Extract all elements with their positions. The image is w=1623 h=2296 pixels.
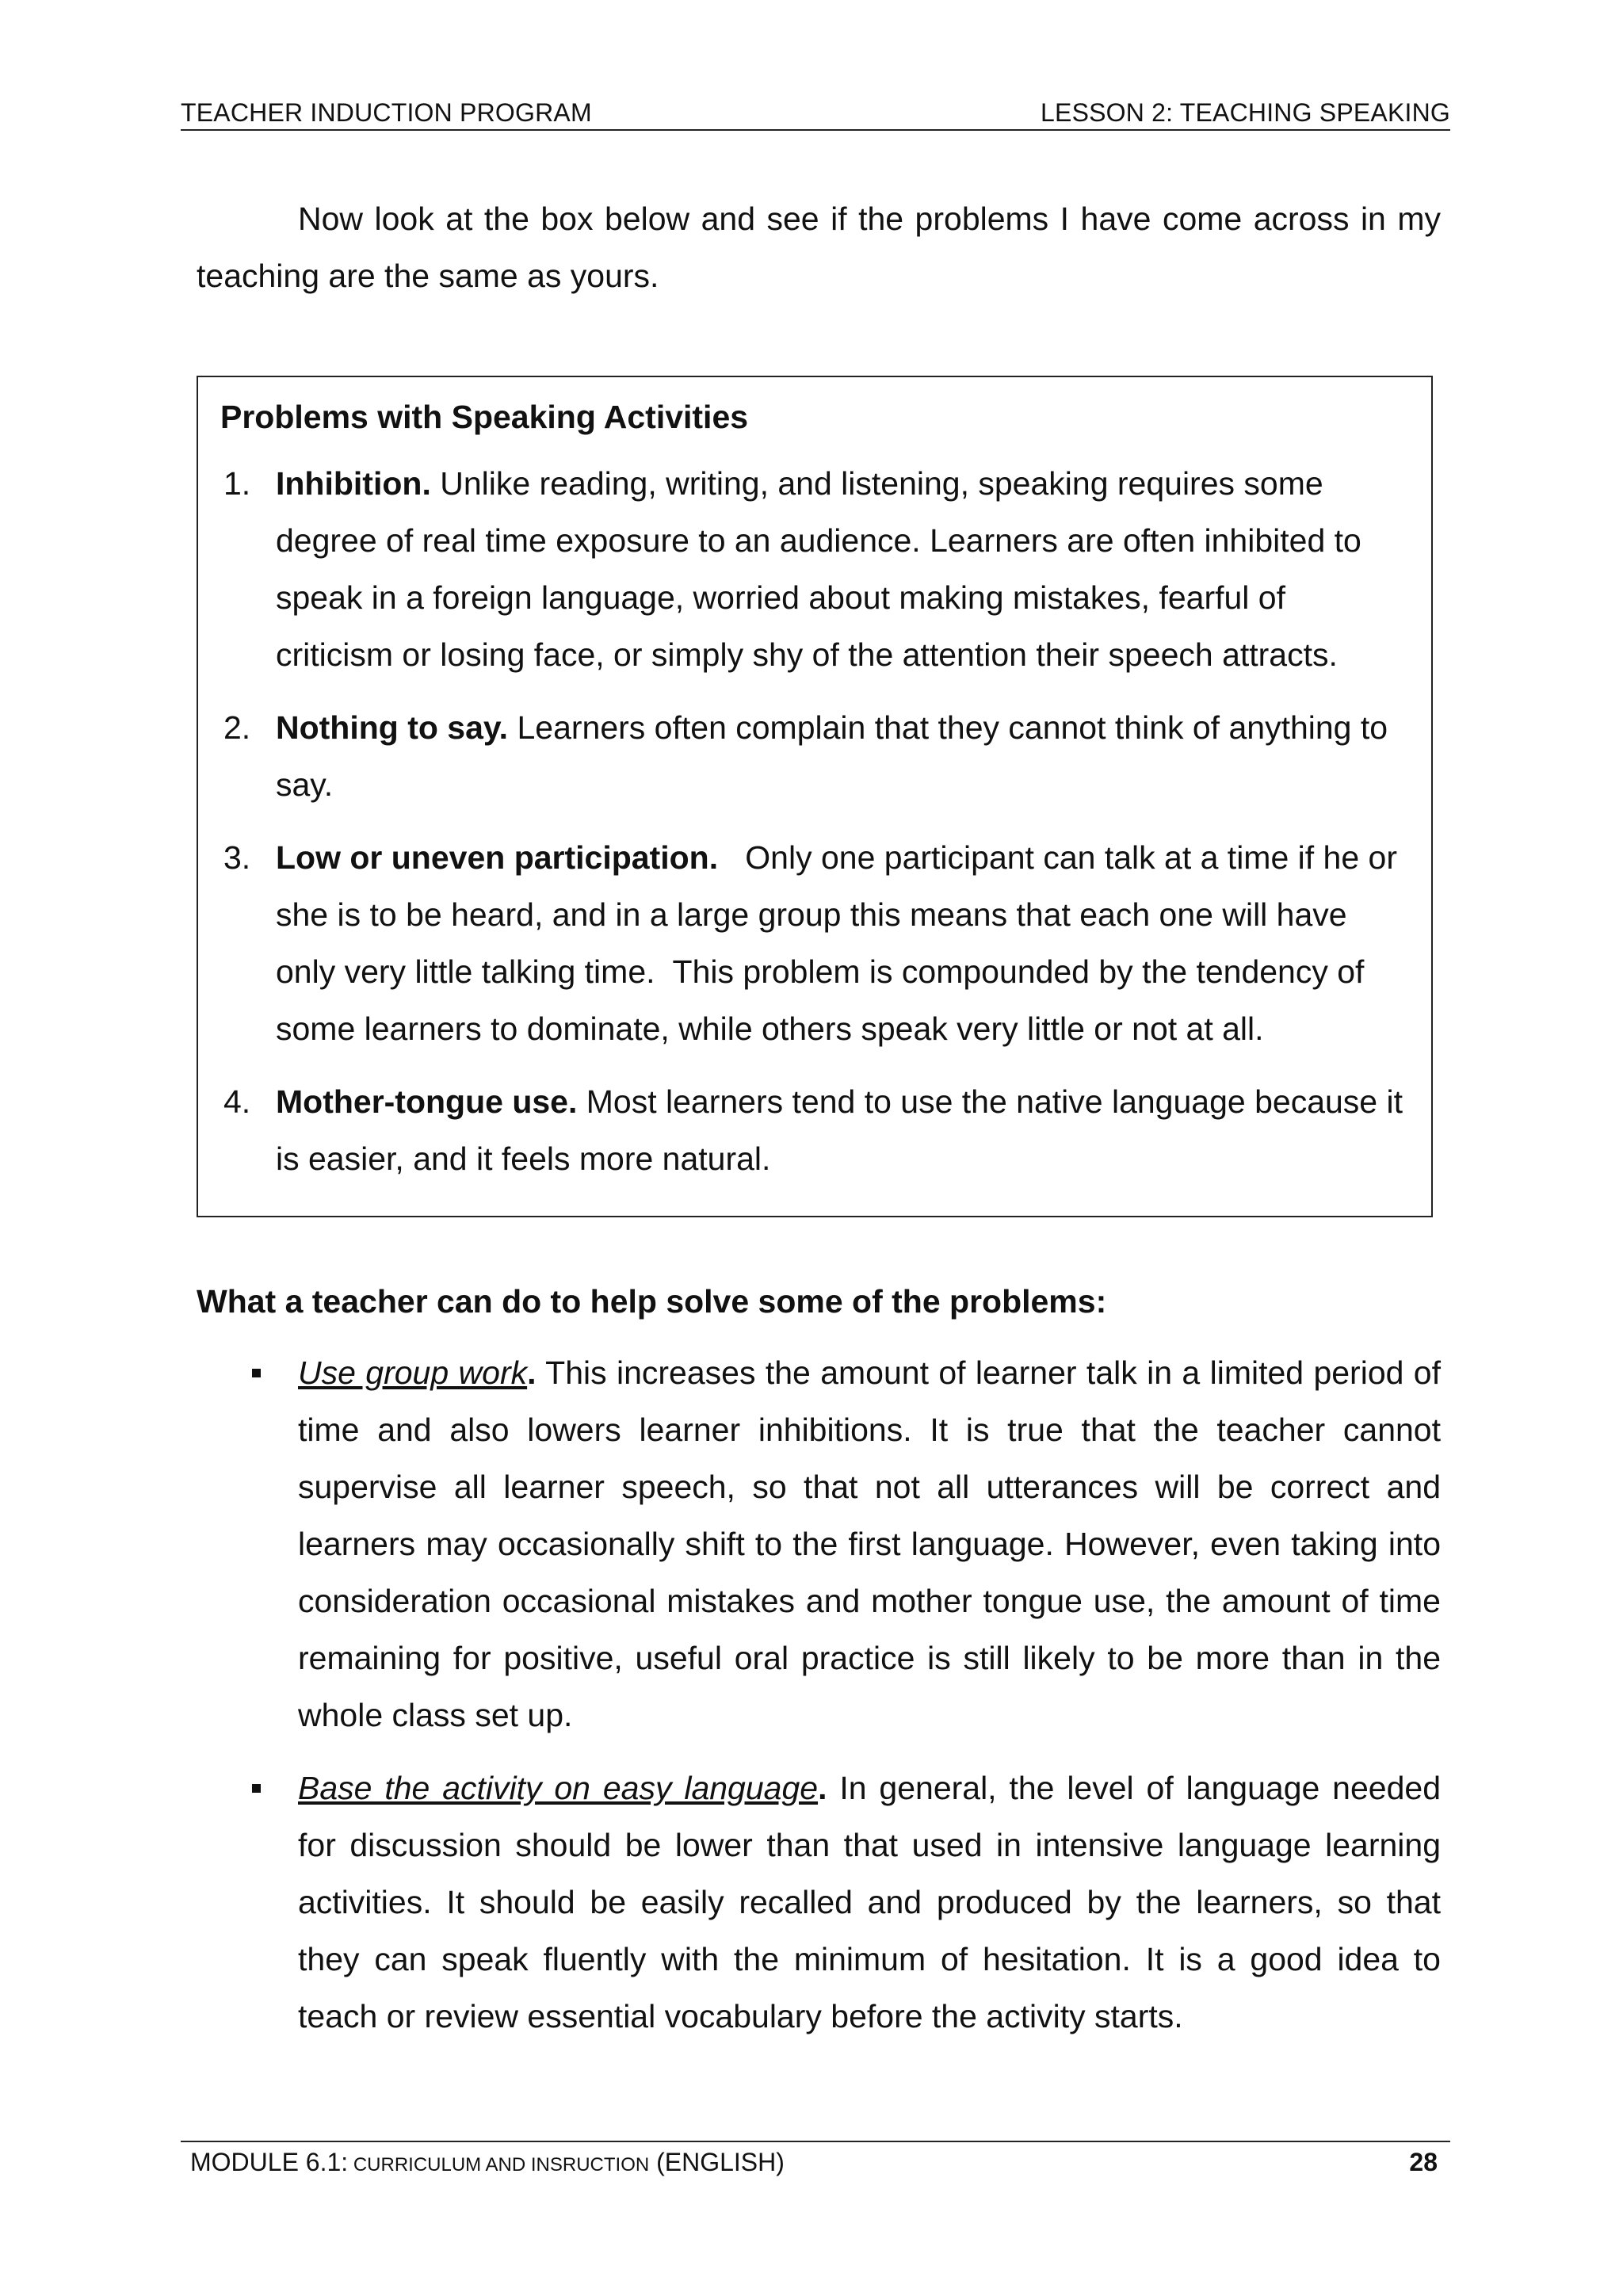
problem-number: 2. (223, 709, 251, 746)
solution-text: In general, the level of language needed for discussion should be lower than that used in intensive language learning activities. It should be easily recalled and produced by the learners, so that they can speak fluently with the minimum of hesitation. It is a good idea to teach or review essential vocabulary before the activity starts. (298, 1770, 1441, 2034)
problem-text: Most learners tend to use the native language because it is easier, and it feels more natural. (276, 1083, 1403, 1177)
footer-module (190, 2145, 785, 2183)
problem-heading: Inhibition. (276, 465, 431, 502)
square-bullet-icon (252, 1784, 261, 1793)
header-program: TEACHER INDUCTION PROGRAM (181, 98, 592, 127)
problem-text: Unlike reading, writing, and listening, speaking requires some degree of real time exposure to an audience. Learners are often inhibited to speak in a foreign language, worried about making mistakes, fearful of criticism or losing face, or simply shy of the attention their speech attracts. (276, 465, 1361, 673)
solution-lead: Use group work (298, 1354, 528, 1391)
header-rule (181, 129, 1450, 131)
problem-heading: Low or uneven participation. (276, 839, 719, 876)
footer-language: (ENGLISH) (649, 2148, 785, 2176)
problems-box-title: Problems with Speaking Activities (220, 399, 749, 435)
problem-item (220, 1073, 1409, 1187)
solutions-list (197, 1344, 1441, 2061)
problem-text: Learners often complain that they cannot think of anything to say. (276, 709, 1388, 803)
problem-number: 4. (223, 1083, 251, 1120)
solution-item (197, 1344, 1441, 1744)
solution-lead-period: . (818, 1770, 827, 1806)
solution-lead: Base the activity on easy language (298, 1770, 819, 1806)
solution-lead-period: . (527, 1354, 537, 1391)
problem-number: 3. (223, 839, 251, 876)
footer-rule (181, 2141, 1450, 2142)
square-bullet-icon (252, 1369, 261, 1377)
page-footer (190, 2145, 1438, 2179)
footer-course: CURRICULUM AND INSRUCTION (348, 2154, 650, 2176)
intro-paragraph: Now look at the box below and see if the problems I have come across in my teaching are the same as yours. (197, 201, 1441, 294)
problems-box (197, 376, 1433, 1217)
problem-item (220, 699, 1409, 813)
problem-heading: Mother-tongue use. (276, 1083, 578, 1120)
solution-item (197, 1759, 1441, 2045)
solution-text: This increases the amount of learner talk in a limited period of time and also lowers learner inhibitions. It is true that the teacher cannot supervise all learner speech, so that not all utterances will be correct and learners may occasionally shift to the first language. However, even taking into consideration occasional mistakes and mother tongue use, the amount of time remaining for positive, useful oral practice is still likely to be more than in the whole class set up. (298, 1354, 1441, 1733)
problem-number: 1. (223, 465, 251, 502)
page-number: 28 (1409, 2148, 1438, 2176)
problems-list (220, 455, 1409, 1203)
problem-item (220, 455, 1409, 683)
problem-text: Only one participant can talk at a time if he or she is to be heard, and in a large group this means that each one will have only very little talking time. This problem is compounded by the tendency of some learners to dominate, while others speak very little or not at all. (276, 839, 1407, 1047)
footer-module-code: MODULE 6.1: (190, 2148, 349, 2176)
problem-heading: Nothing to say. (276, 709, 509, 746)
solutions-heading: What a teacher can do to help solve some of the problems: (197, 1283, 1107, 1320)
problem-item (220, 829, 1409, 1057)
header-lesson: LESSON 2: TEACHING SPEAKING (1041, 98, 1450, 127)
